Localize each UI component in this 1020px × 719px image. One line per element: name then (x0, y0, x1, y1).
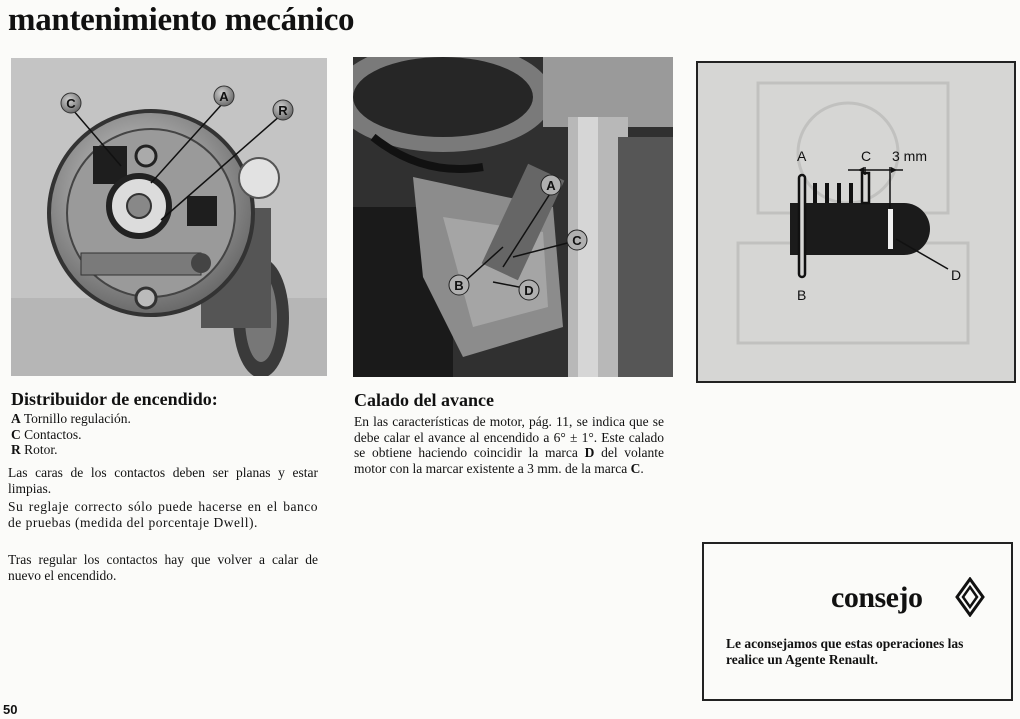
timing-text-3: . (640, 460, 644, 476)
timing-advance-heading: Calado del avance (354, 390, 495, 410)
distributor-paragraph-2: Su reglaje correcto sólo puede hacerse en el banco de pruebas (medida del porcentaje Dwell). (8, 499, 318, 530)
svg-text:A: A (219, 89, 229, 104)
legend-item (11, 427, 131, 443)
svg-text:C: C (66, 96, 76, 111)
svg-text:B: B (454, 278, 464, 293)
page-number: 50 (3, 702, 18, 717)
distributor-heading: Distribuidor de encendido: (11, 389, 218, 409)
photo2-label-b (449, 275, 469, 295)
legend-item (11, 411, 131, 427)
svg-text:D: D (524, 283, 534, 298)
photo2-label-a (541, 175, 561, 195)
svg-text:R: R (278, 103, 288, 118)
legend-key: R (11, 442, 21, 457)
legend-item (11, 442, 131, 458)
distributor-paragraph-1: Las caras de los contactos deben ser planas y estar limpias. (8, 465, 318, 496)
diagram-label-c: C (861, 148, 872, 164)
legend-text: Contactos. (20, 426, 82, 442)
photo1-label-r (273, 100, 293, 120)
mark-c: C (630, 460, 641, 476)
photo1-label-a (214, 86, 234, 106)
svg-text:C: C (572, 233, 582, 248)
photo2-label-c (567, 230, 587, 250)
advice-title: consejo (831, 581, 923, 614)
legend-text: Rotor. (20, 442, 58, 457)
diagram-label-b: B (797, 287, 807, 303)
advice-box (702, 542, 1013, 701)
diagram-label-d: D (951, 267, 962, 283)
photo2-label-d (519, 280, 539, 300)
mark-d: D (584, 445, 595, 460)
distributor-photo (11, 58, 327, 376)
timing-text-2: del volante motor con la marcar existente a 3 mm. de la marca (354, 445, 665, 476)
diagram-label-3mm: 3 mm (892, 148, 927, 164)
distributor-paragraph-3: Tras regular los contactos hay que volver a calar de nuevo el encendido. (8, 552, 318, 583)
timing-advance-paragraph (354, 414, 664, 476)
renault-logo-icon (955, 577, 985, 617)
timing-marks-diagram (696, 61, 1016, 383)
legend-key: A (11, 411, 21, 426)
timing-marks-illustration (698, 63, 1014, 381)
legend-text: Tornillo regulación. (20, 411, 131, 426)
distributor-illustration (11, 58, 327, 376)
legend-key: C (11, 426, 21, 442)
engine-photo (353, 57, 673, 377)
engine-illustration (353, 57, 673, 377)
photo1-label-c (61, 93, 81, 113)
timing-text-1: En las características de motor, pág. 11, se indica que se debe calar el avance al encendido a 6° ± 1°. Este calado se obtiene haciendo coincidir la marca (354, 414, 664, 460)
svg-text:A: A (546, 178, 556, 193)
diagram-label-a: A (797, 148, 807, 164)
distributor-legend (11, 411, 131, 458)
page-title: mantenimiento mecánico (8, 2, 355, 38)
advice-text: Le aconsejamos que estas operaciones las realice un Agente Renault. (726, 636, 964, 667)
